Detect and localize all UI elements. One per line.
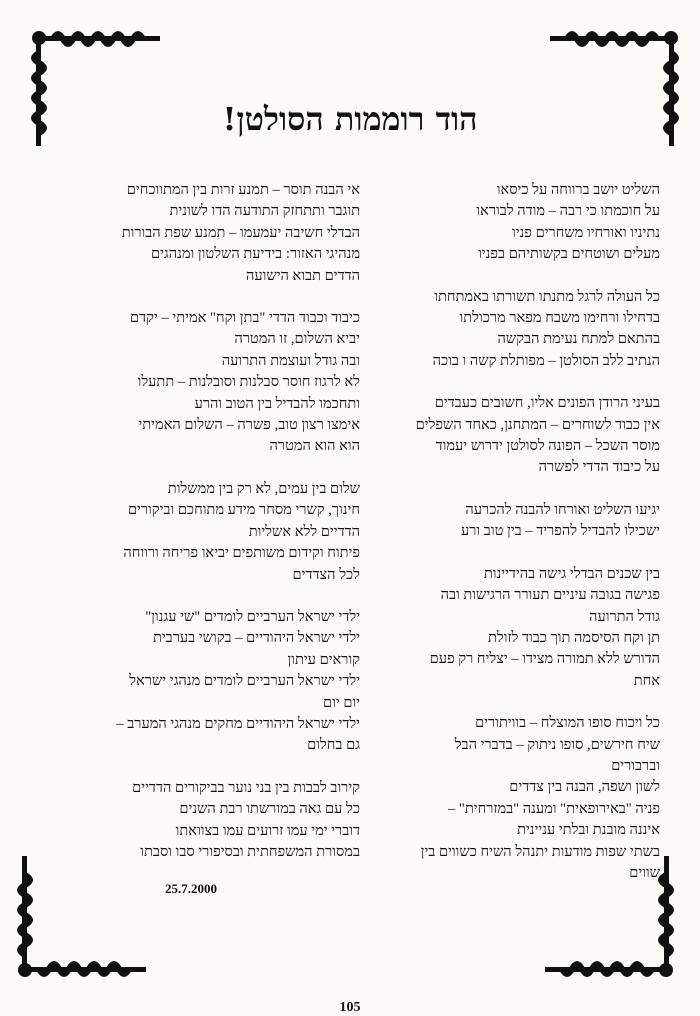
poem-line: תוגבר ותתחזק התודעה הדו לשונית bbox=[169, 203, 360, 220]
poem-line: שלום בין עמים, לא רק בין ממשלות bbox=[167, 480, 360, 497]
poem-title: הוד רוממות הסולטן! bbox=[222, 100, 478, 138]
stanza bbox=[70, 180, 360, 287]
stanza bbox=[370, 393, 660, 479]
poem-line: דוברי ימי עמו זרועים עמו בצוואתו bbox=[175, 822, 360, 839]
stanza bbox=[70, 607, 360, 757]
poem-line: גם בחלום bbox=[307, 737, 360, 754]
poem-line: בהתאם למתח נעימת הבקשה bbox=[497, 331, 660, 348]
poem-line: ילדי ישראל הערביים לומדים מנהגי ישראל bbox=[129, 673, 360, 690]
poem-line: אין כבוד לשוחרים – המתחנן, כאחד השפלים bbox=[415, 416, 660, 433]
poem-line: הבדלי חשיבה יעמעמו – תמנע שפת הבורות bbox=[121, 224, 360, 241]
poem-line: לשון ושפה, הבנה בין צדדים bbox=[509, 779, 660, 796]
stanza bbox=[370, 287, 660, 373]
poem-line: פיתוח וקידום משותפים יביאו פריחה ורווחה bbox=[123, 545, 360, 562]
poem-line: קוראים עיתון bbox=[287, 651, 360, 668]
poem-line: בעיני הרודן הפונים אליו, חשובים כעבדים bbox=[434, 395, 660, 412]
stanza bbox=[370, 500, 660, 543]
poem-line: לא לרגוז חוסר סבלנות וסובלנות – תתעלו bbox=[137, 374, 360, 391]
poem-line: ילדי ישראל היהודיים מחקים מנהגי המערב – bbox=[116, 715, 360, 732]
poem-line: יגיעו השליט ואורחו להבנה להכרעה bbox=[465, 501, 660, 518]
stanza bbox=[70, 479, 360, 586]
poem-line: על כיבוד הדדי לפשרה bbox=[538, 459, 660, 476]
poem-line: על חוכמתו כי רבה – מודה לבוראו bbox=[476, 203, 660, 220]
poem-line: ותחכמו להבדיל בין הטוב והרע bbox=[194, 395, 360, 412]
poem-line: הדדיים ללא אשליות bbox=[248, 523, 360, 540]
poem-column-right bbox=[370, 180, 660, 905]
poem-line: ילדי ישראל הערביים לומדים "שי עגנון" bbox=[145, 608, 360, 625]
poem-line: איננה מובנת ובלתי עניינית bbox=[517, 822, 660, 839]
poem-line: כל העולה לרגל מתנתו תשורתו באמתחתו bbox=[434, 288, 660, 305]
poem-line: הדדים תבוא הישועה bbox=[245, 267, 360, 284]
poem-line: מנהיגי האזור: בידיעת השלטון ומנהגים bbox=[151, 246, 360, 263]
poem-line: וברבורים bbox=[611, 757, 660, 774]
poem-line: כל עם גאה במורשתו רבת השנים bbox=[179, 801, 360, 818]
poem-line: פניה "באירופאית" ומענה "במזרחית" – bbox=[447, 800, 660, 817]
poem-date: 25.7.2000 bbox=[165, 881, 217, 896]
poem-line: יום יום bbox=[323, 694, 360, 711]
poem-line: במסורת המשפחתית ובסיפורי סבו וסבתו bbox=[140, 843, 360, 860]
poem-line: אחת bbox=[633, 672, 660, 689]
poem-line: מוסר השכל – הפונה לסולטן ידרוש יעמוד bbox=[435, 438, 660, 455]
stanza bbox=[70, 308, 360, 458]
poem-line: אי הבנה תוסר – תמנע זרות בין המתווכחים bbox=[126, 182, 360, 198]
poem-line: כל ויכוח סופו המוצלח – בוויתורים bbox=[475, 715, 660, 732]
poem-line: פגישה בגובה עיניים תעורר הרגישות ובה bbox=[440, 587, 660, 604]
stanza bbox=[370, 564, 660, 692]
poem-line: בדחילו ורחימו משבח מפאר מרכולתו bbox=[459, 310, 660, 327]
stanza bbox=[370, 180, 660, 266]
poem-line: ישכילו להבדיל להפריד – בין טוב ורע bbox=[461, 523, 660, 540]
poem-line: בין שכנים הבדלי גישה בהידיינות bbox=[483, 565, 660, 582]
poem-line: תן וקח הסיסמה תוך כבוד לזולת bbox=[488, 629, 660, 646]
poem-line: ילדי ישראל היהודיים – בקושי בערבית bbox=[152, 630, 360, 647]
poem-line: אימצו רצון טוב, פשרה – השלום האמיתי bbox=[138, 417, 360, 434]
poem-line: יביא השלום, זו המטרה bbox=[234, 331, 360, 348]
stanza bbox=[370, 713, 660, 884]
poem-line: בשתי שפות מודעות יתנהל השיח כשווים בין bbox=[420, 843, 660, 860]
poem-line: כיבוד וכבוד הדדי "בתן וקח" אמיתי – יקדם bbox=[130, 310, 360, 327]
page-number: 105 bbox=[339, 1000, 361, 1015]
poem-line: שיח חירשים, סופו ניתוק – בדברי הבל bbox=[454, 736, 660, 753]
poem-line: לכל הצדדים bbox=[292, 566, 360, 583]
poem-line: שווים bbox=[629, 864, 660, 881]
poem-line: הנתיב ללב הסולטן – מפותלת קשה ו בוכה bbox=[432, 352, 660, 369]
poem-column-left bbox=[70, 180, 360, 884]
poem-line: חינוך, קשרי מסחר מידע מתוחכם וביקורים bbox=[127, 502, 360, 519]
stanza bbox=[70, 778, 360, 864]
poem-line: הדורש ללא תמורה מצידו – יצליח רק פעם bbox=[429, 651, 660, 668]
poem-line: הוא הוא המטרה bbox=[269, 438, 360, 455]
poem-line: ובה גודל ועוצמת התרועה bbox=[221, 352, 360, 369]
poem-line: השליט יושב ברווחה על כיסאו bbox=[496, 182, 660, 198]
poem-line: מעלים ושוטחים בקשותיהם בפניו bbox=[478, 246, 660, 263]
poem-line: נתיניו ואורחיו משחרים פניו bbox=[512, 224, 660, 241]
poem-line: קירוב לבבות בין בני נוער בביקורים הדדיים bbox=[132, 779, 360, 796]
poem-line: גודל התרועה bbox=[589, 608, 660, 625]
